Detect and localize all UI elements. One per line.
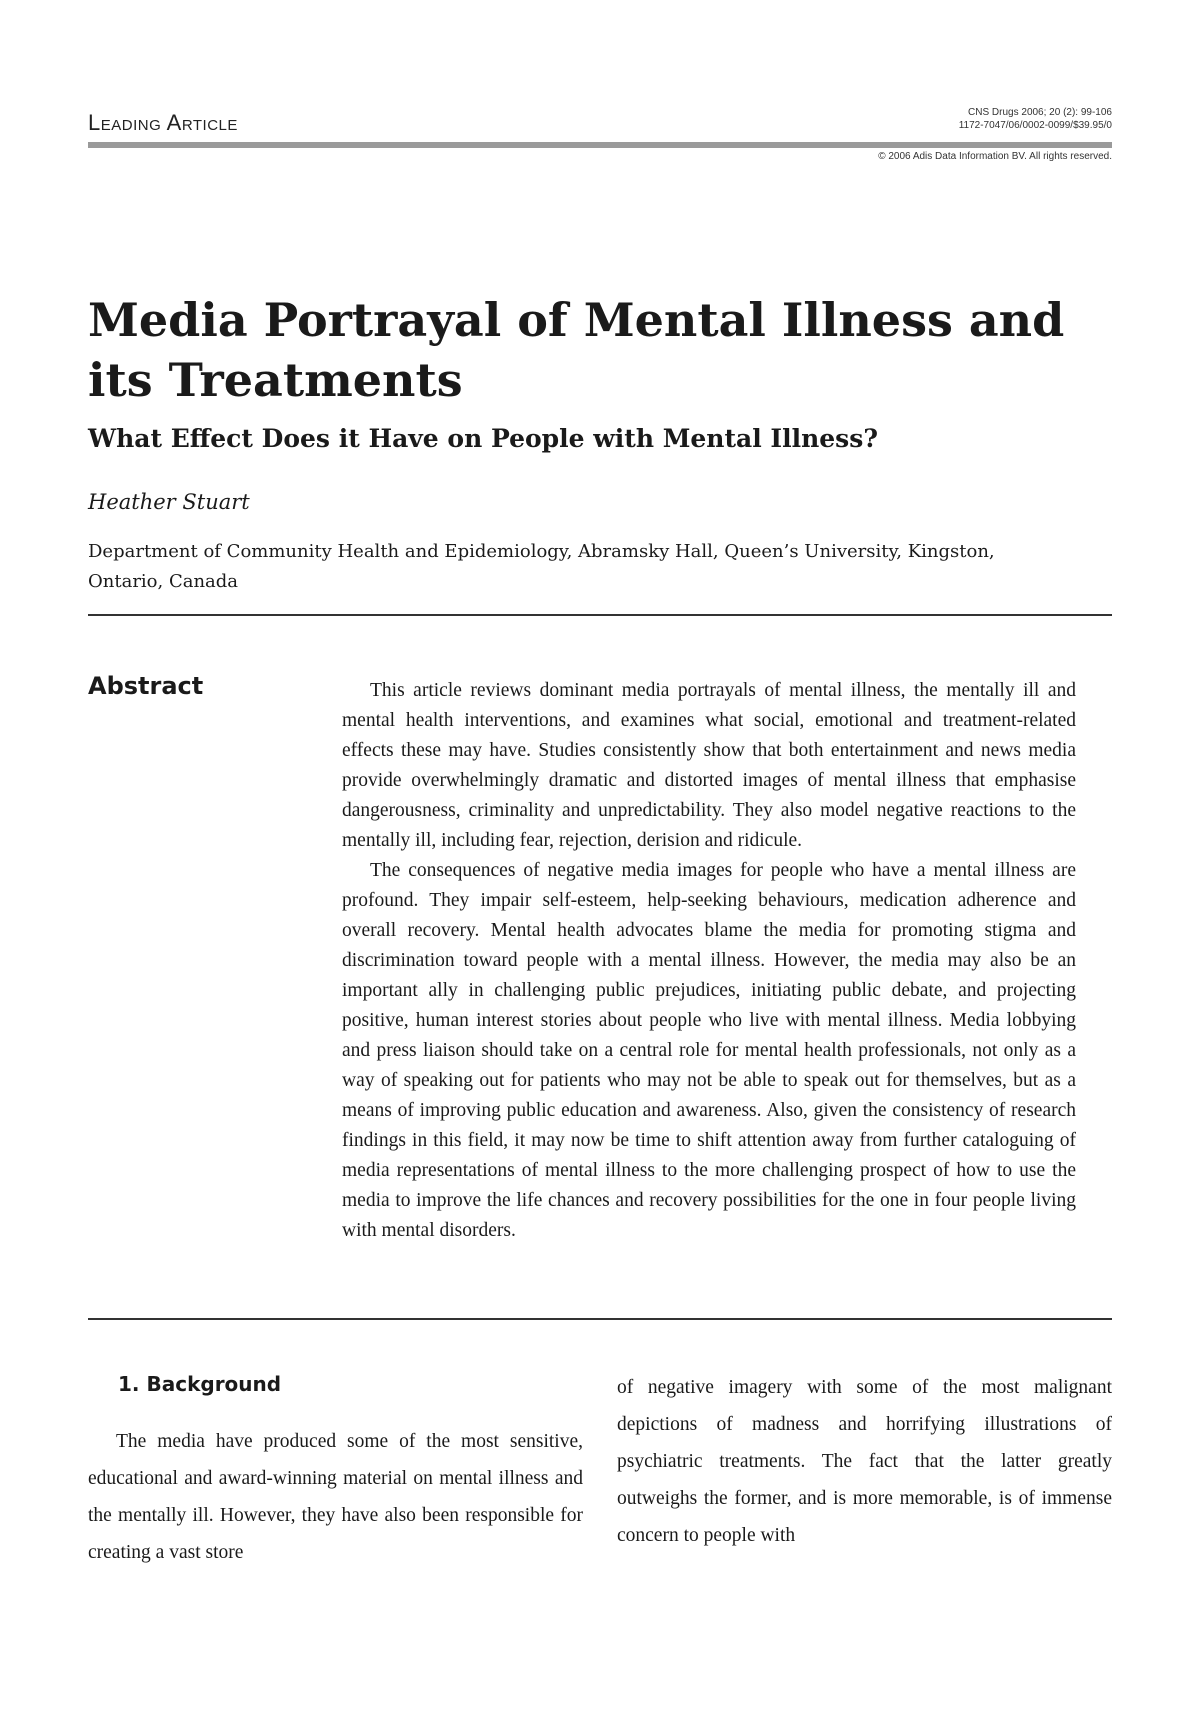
body-paragraph: The media have produced some of the most sensitive, educational and award-winning material on mental illness and the mentally ill. However, they have also been responsible for creating a vast store xyxy=(88,1431,583,1563)
article-subtitle: What Effect Does it Have on People with Mental Illness? xyxy=(88,424,878,453)
copyright-notice: © 2006 Adis Data Information BV. All rights reserved. xyxy=(878,151,1112,162)
abstract-paragraph: The consequences of negative media images for people who have a mental illness are profound. They impair self-esteem, help-seeking behaviours, medication adherence and overall recovery. Mental health advocates blame the media for promoting stigma and discrimination toward people with a mental illness. However, the media may also be an important ally in challenging public prejudices, initiating public debate, and projecting positive, human interest stories about people who live with mental illness. Media lobbying and press liaison should take on a central role for mental health professionals, not only as a way of speaking out for patients who may not be able to speak out for themselves, but as a means of improving public education and awareness. Also, given the consistency of research findings in this field, it may now be time to shift attention away from further cataloguing of media representations of mental illness to the more challenging prospect of how to use the media to improve the life chances and recovery possibilities for the one in four people living with mental disorders. xyxy=(342,860,1076,1241)
journal-citation xyxy=(959,106,1112,132)
divider xyxy=(88,1318,1112,1320)
journal-issn-line: 1172-7047/06/0002-0099/$39.95/0 xyxy=(958,120,1112,131)
body-column-left xyxy=(88,1423,583,1571)
author-name: Heather Stuart xyxy=(88,490,250,514)
abstract-paragraph: This article reviews dominant media portrayals of mental illness, the mentally ill and mental health interventions, and examines what social, emotional and treatment-related effects these may have. Studies consistently show that both entertainment and news media provide overwhelmingly dramatic and distorted images of mental illness that emphasise dangerousness, criminality and unpredictability. They also model negative reactions to the mentally ill, including fear, rejection, derision and ridicule. xyxy=(342,680,1076,851)
abstract-heading: Abstract xyxy=(88,672,204,700)
body-column-right xyxy=(617,1369,1112,1554)
divider xyxy=(88,614,1112,616)
author-affiliation: Department of Community Health and Epidemiology, Abramsky Hall, Queen’s University, Kingston, Ontario, Canada xyxy=(88,541,995,592)
abstract-body xyxy=(342,676,1076,1246)
journal-citation-line: CNS Drugs 2006; 20 (2): 99-106 xyxy=(968,107,1112,118)
section-label: Leading Article xyxy=(88,110,238,135)
section-heading: 1. Background xyxy=(118,1372,282,1396)
body-paragraph: of negative imagery with some of the most malignant depictions of madness and horrifying illustrations of psychiatric treatments. The fact that the latter greatly outweighs the former, and is more memorable, is of immense concern to people with xyxy=(617,1377,1112,1546)
header-rule xyxy=(88,142,1112,148)
article-title: Media Portrayal of Mental Illness and its Treatments xyxy=(88,293,1065,407)
